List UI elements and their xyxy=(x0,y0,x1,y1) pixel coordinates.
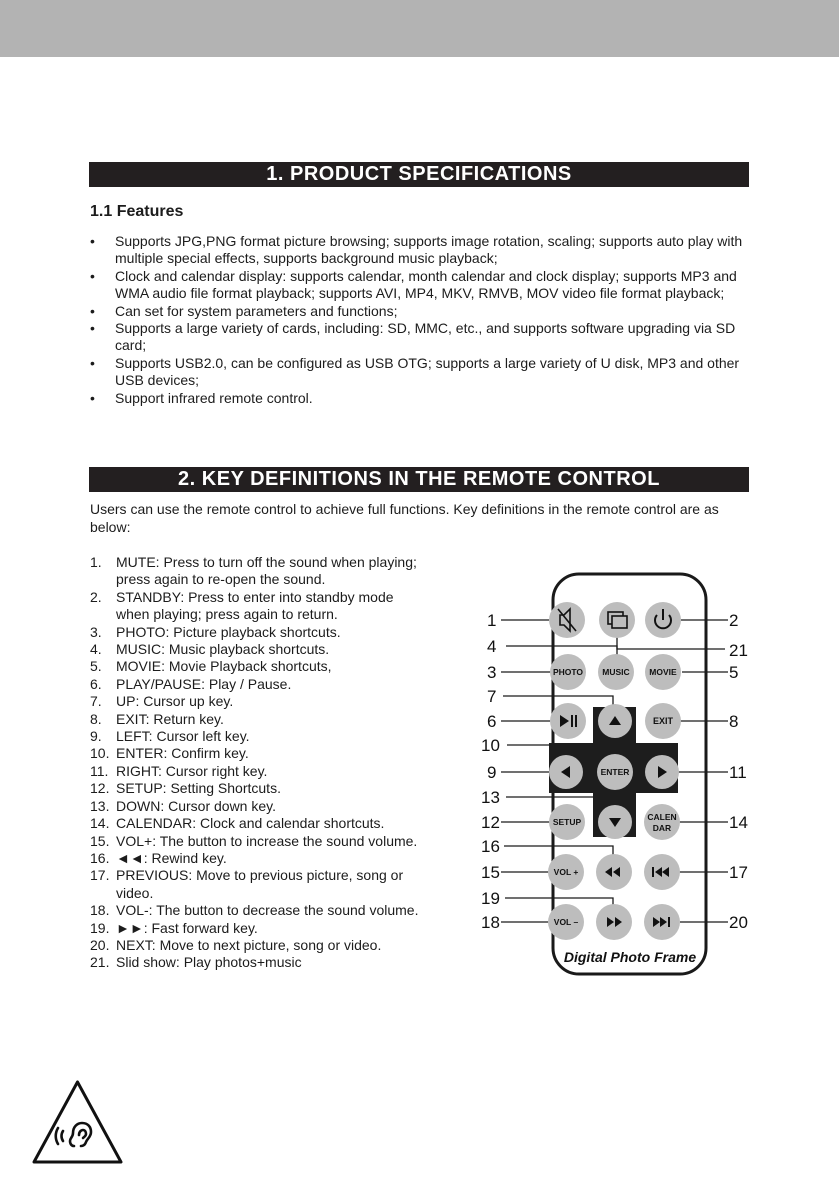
list-item: 6. PLAY/PAUSE: Play / Pause. xyxy=(90,675,292,692)
callout-13: 13 xyxy=(481,788,500,807)
list-item: • Supports JPG,PNG format picture browsing; supports image rotation, scaling; supports auto play with multiple special effects, supports background music playback; xyxy=(90,233,743,267)
section-title-key-definitions: 2. KEY DEFINITIONS IN THE REMOTE CONTROL xyxy=(89,467,749,492)
callout-2: 2 xyxy=(729,611,739,630)
callout-1: 1 xyxy=(487,611,497,630)
callout-4: 4 xyxy=(487,637,497,656)
callout-21: 21 xyxy=(729,641,748,660)
list-item: 5. MOVIE: Movie Playback shortcuts, xyxy=(90,658,332,675)
list-item: 21. Slid show: Play photos+music xyxy=(90,954,302,971)
list-item: 7. UP: Cursor up key. xyxy=(90,693,234,710)
section-title-product-specifications: 1. PRODUCT SPECIFICATIONS xyxy=(89,162,749,187)
top-gray-bar xyxy=(0,0,839,57)
features-heading: 1.1 Features xyxy=(90,203,184,220)
bullet: • xyxy=(90,389,95,406)
list-item: 11. RIGHT: Cursor right key. xyxy=(90,762,268,779)
list-item: 14. CALENDAR: Clock and calendar shortcuts. xyxy=(90,815,385,832)
callout-18: 18 xyxy=(481,913,500,932)
setup-button-label: SETUP xyxy=(552,817,582,827)
features-list xyxy=(90,233,750,407)
exit-button-label: EXIT xyxy=(652,716,674,726)
list-item: 1. MUTE: Press to turn off the sound when playing; press again to re-open the sound. xyxy=(90,554,417,588)
photo-button-label: PHOTO xyxy=(552,667,584,677)
remote-control-diagram xyxy=(470,565,770,985)
bullet: • xyxy=(90,267,95,284)
list-item: 18. VOL-: The button to decrease the sound volume. xyxy=(90,902,419,919)
list-item: 10. ENTER: Confirm key. xyxy=(90,745,249,762)
callout-3: 3 xyxy=(487,663,497,682)
list-item: 12. SETUP: Setting Shortcuts. xyxy=(90,780,281,797)
bullet: • xyxy=(90,354,95,371)
remote-brand-label: Digital Photo Frame xyxy=(563,949,697,965)
list-item: • Supports a large variety of cards, including: SD, MMC, etc., and supports software upgrading via SD card; xyxy=(90,320,736,354)
callout-16: 16 xyxy=(481,837,500,856)
list-item: • Supports USB2.0, can be configured as USB OTG; supports a large variety of U disk, MP3 and other USB devices; xyxy=(90,354,740,389)
list-item: 3. PHOTO: Picture playback shortcuts. xyxy=(90,623,341,640)
bullet: • xyxy=(90,302,95,319)
list-item: 2. STANDBY: Press to enter into standby mode when playing; press again to return. xyxy=(90,588,394,623)
callout-10: 10 xyxy=(481,736,500,755)
list-item: • Support infrared remote control. xyxy=(90,389,313,406)
callout-19: 19 xyxy=(481,889,500,908)
vol-plus-label: VOL + xyxy=(553,867,579,877)
list-item: 16. ◄◄: Rewind key. xyxy=(90,849,227,866)
music-button-label: MUSIC xyxy=(602,667,630,677)
callout-9: 9 xyxy=(487,763,497,782)
key-definitions-list xyxy=(90,554,430,972)
list-item: 4. MUSIC: Music playback shortcuts. xyxy=(90,641,330,658)
bullet: • xyxy=(90,320,95,337)
callout-5: 5 xyxy=(729,663,739,682)
movie-button-label: MOVIE xyxy=(649,667,677,677)
list-item: 9. LEFT: Cursor left key. xyxy=(90,728,250,745)
calendar-button-label-bottom: DAR xyxy=(652,823,672,833)
calendar-button[interactable] xyxy=(644,804,680,840)
callout-17: 17 xyxy=(729,863,748,882)
callout-11: 11 xyxy=(729,763,747,782)
enter-button-label: ENTER xyxy=(600,767,630,777)
vol-minus-label: VOL – xyxy=(553,917,579,927)
callout-6: 6 xyxy=(487,712,497,731)
list-item: • Can set for system parameters and functions; xyxy=(90,302,398,319)
list-item: 13. DOWN: Cursor down key. xyxy=(90,797,276,814)
list-item: 8. EXIT: Return key. xyxy=(90,710,224,727)
callout-8: 8 xyxy=(729,712,739,731)
hearing-warning-icon xyxy=(30,1078,125,1166)
list-item: • Clock and calendar display: supports calendar, month calendar and clock display; supports MP3 and WMA audio file format playback; supports AVI, MP4, MKV, RMVB, MOV video file format playback; xyxy=(90,267,737,302)
callout-15: 15 xyxy=(481,863,500,882)
bullet: • xyxy=(90,233,95,249)
callout-7: 7 xyxy=(487,687,497,706)
callout-12: 12 xyxy=(481,813,500,832)
callout-20: 20 xyxy=(729,913,748,932)
key-definitions-intro: Users can use the remote control to achieve full functions. Key definitions in the remote control are as below: xyxy=(90,501,719,535)
list-item: 19. ►►: Fast forward key. xyxy=(90,919,258,936)
list-item: 20. NEXT: Move to next picture, song or video. xyxy=(90,936,382,953)
list-item: 17. PREVIOUS: Move to previous picture, song or video. xyxy=(90,867,404,901)
calendar-button-label-top: CALEN xyxy=(647,812,677,822)
callout-14: 14 xyxy=(729,813,748,832)
list-item: 15. VOL+: The button to increase the sound volume. xyxy=(90,832,418,849)
